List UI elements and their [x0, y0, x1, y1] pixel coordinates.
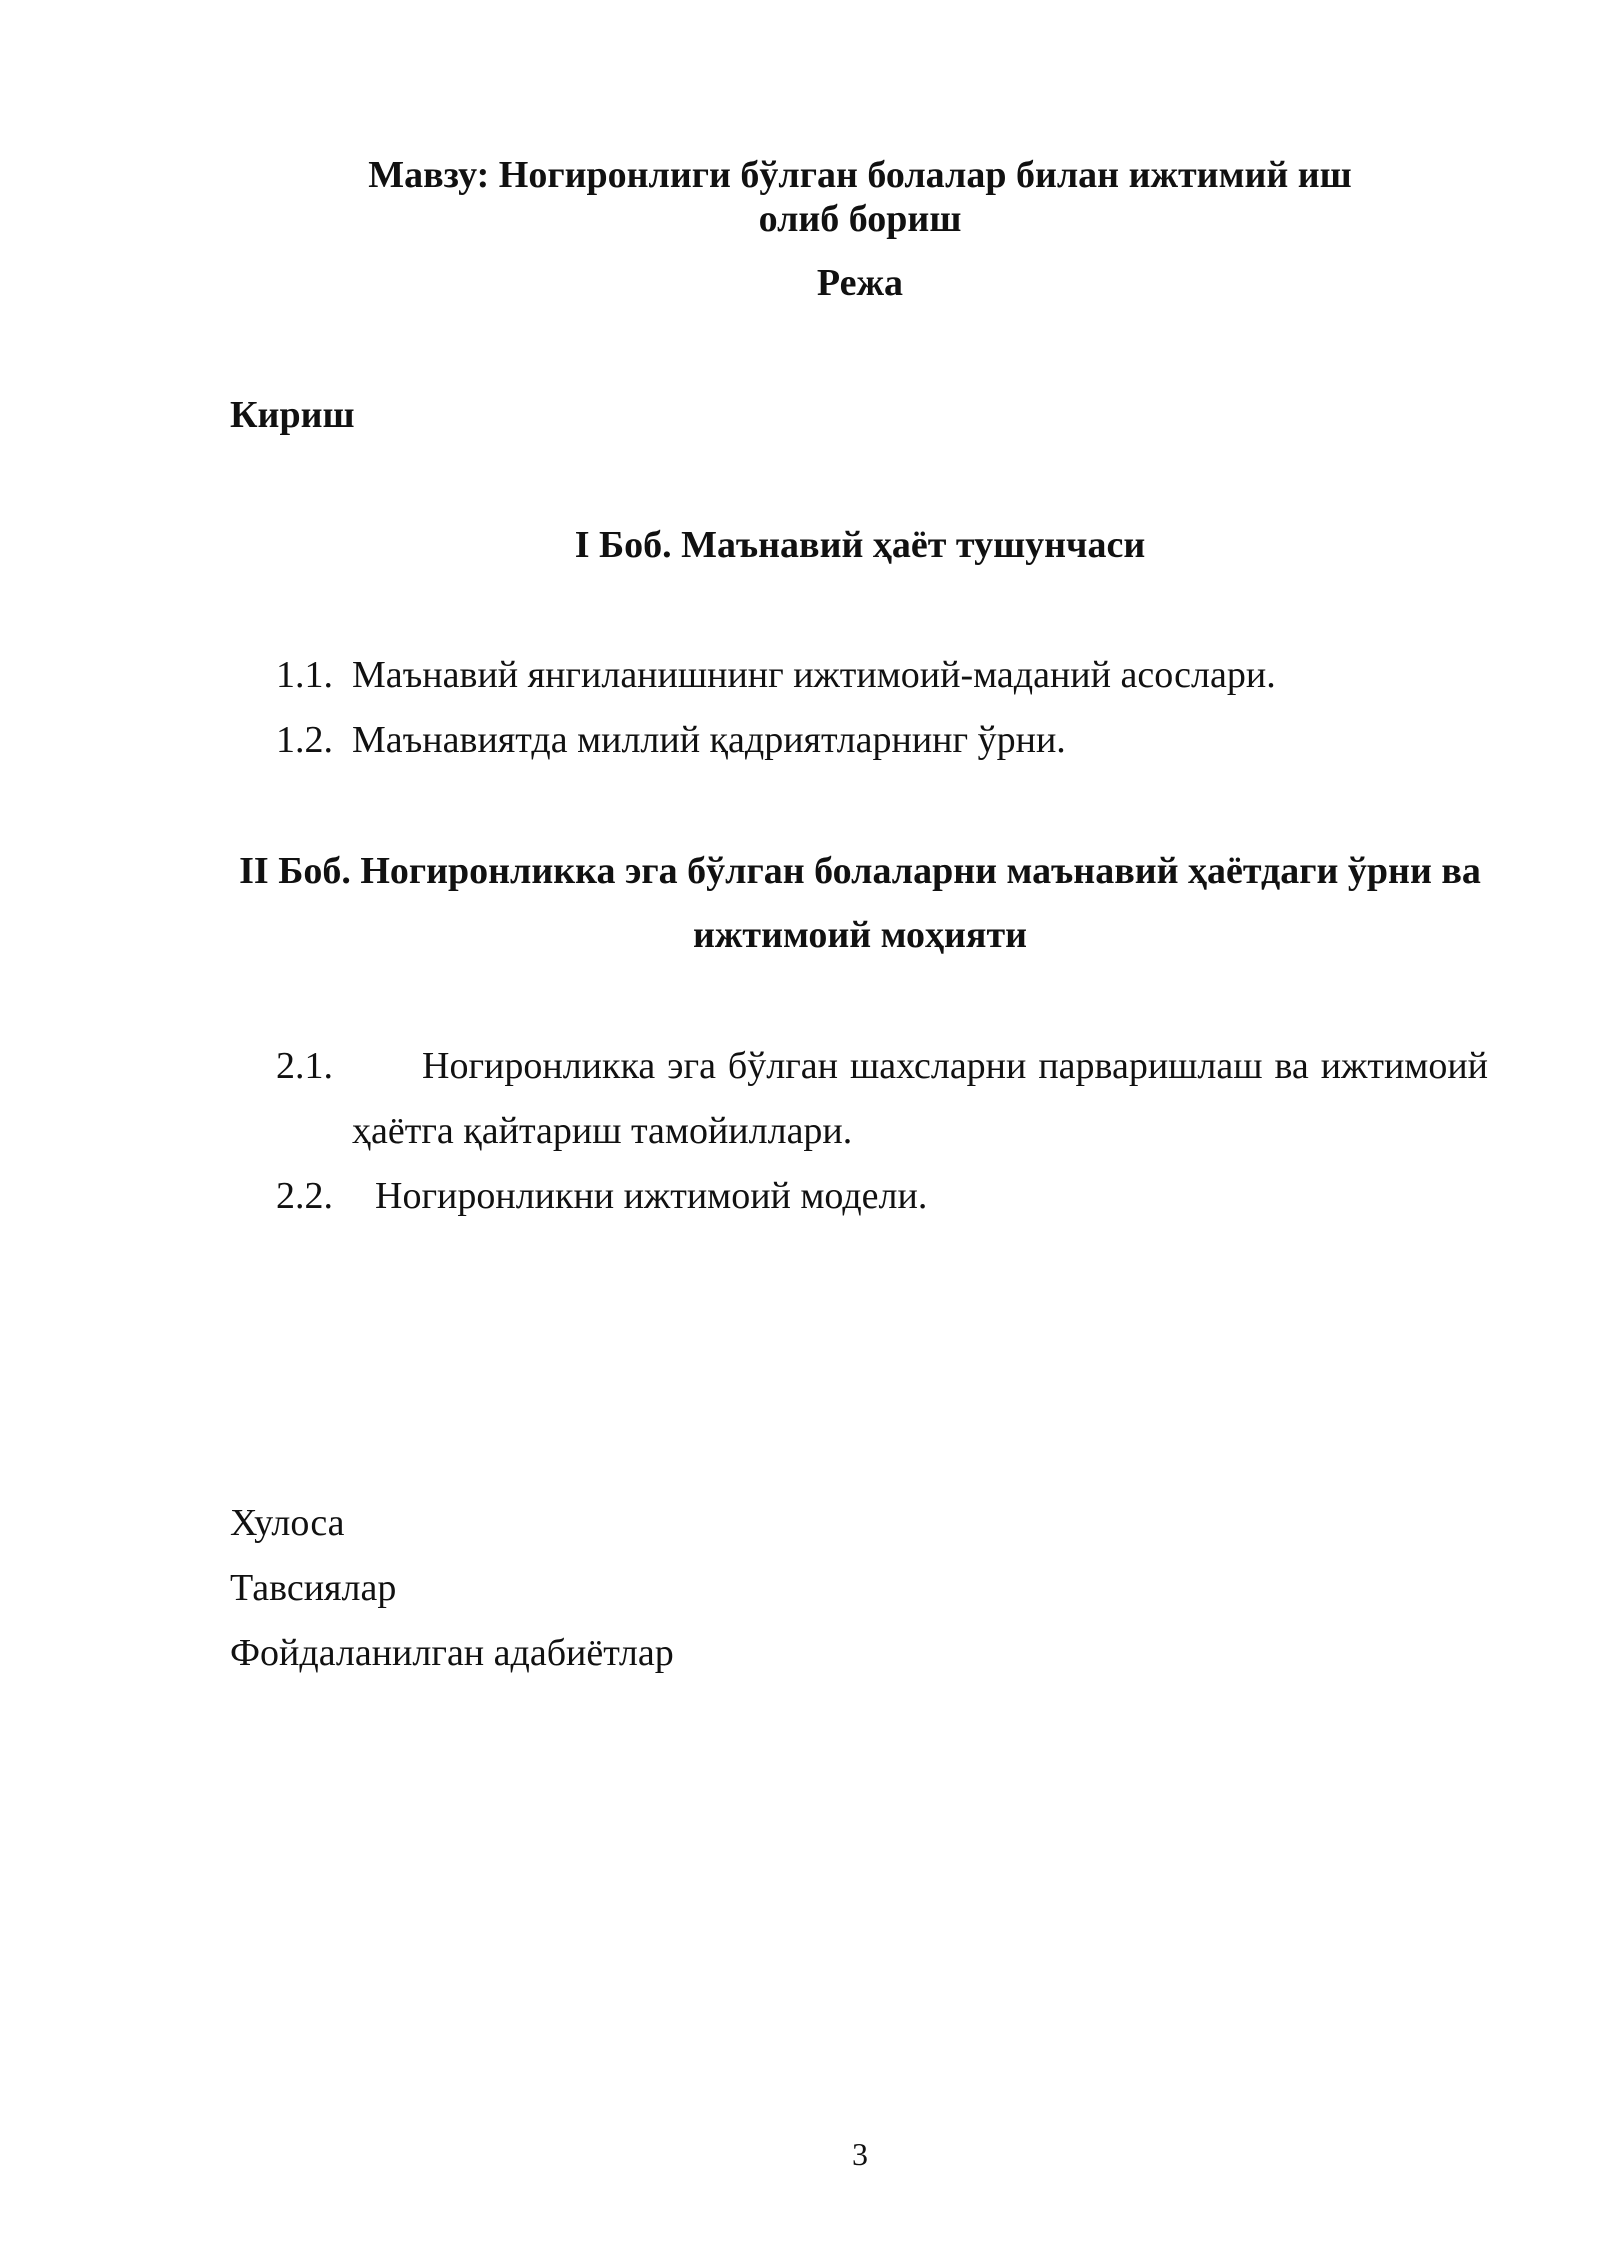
list-item-text: Маънавиятда миллий қадриятларнинг ўрни. — [352, 719, 1066, 761]
list-item-text: Ногиронликни ижтимоий модели. — [375, 1175, 928, 1217]
list-item-text: Маънавий янгиланишнинг ижтимоий-маданий асослари. — [352, 654, 1276, 696]
list-item-text-line-1: Ногиронликка эга бўлган шахсларни парваришлаш ва ижтимоий — [422, 1045, 1488, 1087]
conclusion-entry: Хулоса — [230, 1502, 345, 1544]
recommendations-entry: Тавсиялар — [230, 1567, 397, 1609]
references-entry: Фойдаланилган адабиётлар — [230, 1632, 674, 1674]
list-item-text-line-2: ҳаётга қайтариш тамойиллари. — [352, 1110, 853, 1152]
page-number: 3 — [852, 2136, 868, 2172]
list-item-number: 2.2. — [276, 1175, 333, 1217]
list-item-number: 2.1. — [276, 1045, 333, 1087]
chapter-2-heading-line-2: ижтимоий моҳияти — [692, 914, 1028, 956]
plan-heading: Режа — [816, 262, 904, 304]
chapter-2-heading-line-1: II Боб. Ногиронликка эга бўлган болаларни маънавий ҳаётдаги ўрни ва — [239, 850, 1481, 892]
chapter-1-heading: I Боб. Маънавий ҳаёт тушунчаси — [574, 524, 1146, 566]
list-item-number: 1.1. — [276, 654, 333, 696]
intro-heading: Кириш — [230, 394, 355, 436]
list-item-number: 1.2. — [276, 719, 333, 761]
document-title-line-2: олиб бориш — [758, 198, 962, 240]
document-title-line-1: Мавзу: Ногиронлиги бўлган болалар билан ижтимий иш — [368, 154, 1352, 196]
